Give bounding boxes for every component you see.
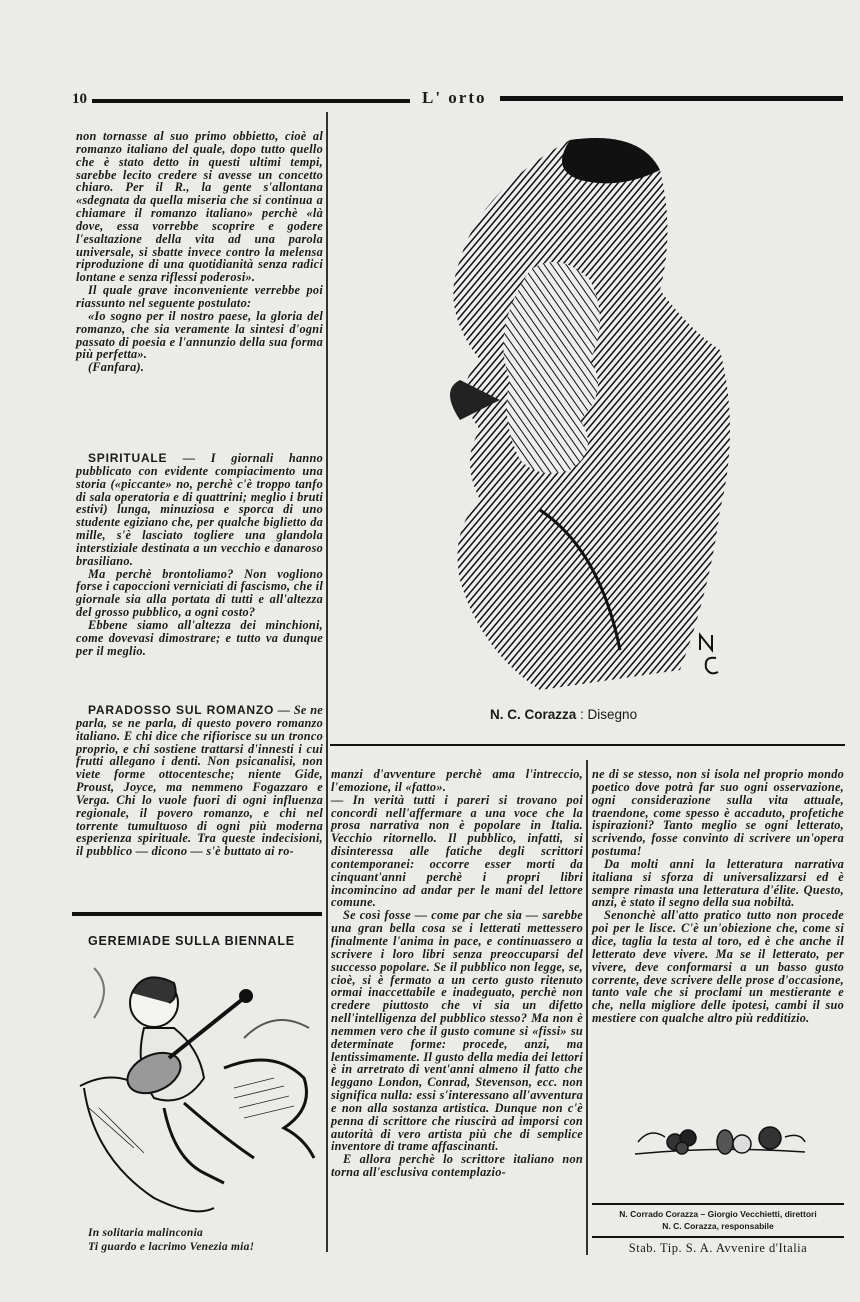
editors-line: N. Corrado Corazza – Giorgio Vecchietti, direttori	[619, 1209, 817, 1219]
section-heading: SPIRITUALE	[88, 451, 168, 465]
section-heading: GEREMIADE SULLA BIENNALE	[88, 934, 295, 948]
footer-rule	[592, 1236, 844, 1238]
printer-line: Stab. Tip. S. A. Avvenire d'Italia	[628, 1241, 808, 1255]
paragraph: non tornasse al suo primo obbietto, cioè al romanzo italiano del quale, dopo tutto quello che è stato detto in questi ultimi tempi, sarebbe lecito credere si avesse un concetto chiaro. Per il R., la gente s'allontana «sdegnata da quella miseria che si continua a chiamare il romanzo italiano» perchè «là dove, essa vorrebbe scoprire e godere l'esaltazione della vita ad una parola universale, si sbatte invece contro la melensa riproduzione di una quotidianità senza radici lontane e senza riflessi poderosi».	[76, 129, 323, 285]
footer-rule	[592, 1203, 844, 1205]
caption-separator: :	[576, 707, 588, 722]
left-column-intro	[76, 130, 323, 374]
caption-title: Disegno	[587, 707, 638, 722]
paragraph: — In verità tutti i pareri si trovano poi concordi nell'affermare a una voce che la prosa narrativa non è popolare in Italia. Vecchio ritornello. Il pubblico, infatti, si disinteressa alle fatiche degli scrittori contemporanei: occorre esser morti da cinquant'anni perchè i propri libri incomincino ad andar per le mani del lettore comune.	[331, 792, 583, 910]
responsible-line: N. C. Corazza, responsabile	[662, 1221, 774, 1231]
guitarist-cartoon	[74, 958, 322, 1220]
cartoon-caption	[88, 1226, 318, 1254]
masthead: L' orto	[422, 88, 487, 107]
paragraph: Ebbene siamo all'altezza dei minchioni, come dovevasi dimostrare; e tutto va dunque per il meglio.	[76, 617, 323, 658]
portrait-drawing	[420, 130, 750, 700]
paragraph: — I giornali hanno pubblicato con evidente compiacimento una storia («piccante» no, perchè c'è troppo tanfo di sala operatoria e di quattrini; meglio i bruti estivi) lunga, minuziosa e sporca di uno studente egiziano che, per qualche biglietto da mille, s'è lasciato togliere una glandola interstiziale destinata a un vecchio e danaroso brasiliano.	[76, 451, 323, 568]
article-spirituale	[76, 452, 323, 658]
caption-author: N. C. Corazza	[490, 707, 577, 722]
middle-column	[331, 768, 583, 1179]
paragraph: (Fanfara).	[88, 360, 145, 375]
paragraph: Da molti anni la letteratura narrativa italiana si sforza di universalizzarsi ed è sempre rimasta una letteratura d'élite. Questo, anzi, è stato il segno della sua nobiltà.	[592, 856, 844, 910]
caption-line: In solitaria malinconia	[88, 1227, 204, 1239]
paragraph: manzi d'avventure perchè ama l'intreccio, l'emozione, il «fatto».	[331, 767, 583, 794]
paragraph: Il quale grave inconveniente verrebbe poi riassunto nel seguente postulato:	[76, 283, 323, 310]
article-paradosso	[76, 704, 323, 858]
paragraph: Senonchè all'atto pratico tutto non procede poi per le lisce. C'è un'obiezione che, come si dice, taglia la testa al toro, ed è che anche il letterato deve vivere. Ma se il letterato, per vivere, deve conformarsi a un basso gusto corrente, deve scrivere delle prose d'occasione, tanto vale che si proclami un mestierante e che, nella migliore delle ipotesi, cambi il suo mestiere con qualche altro più redditizio.	[592, 908, 844, 1026]
section-heading: PARADOSSO SUL ROMANZO	[88, 703, 275, 717]
paragraph: E allora perchè lo scrittore italiano non torna all'esclusiva contemplazio-	[331, 1152, 583, 1180]
fruit-ornament	[630, 1112, 815, 1167]
paragraph: ne di se stesso, non si isola nel proprio mondo poetico dove potrà far suo ogni osservazione, ogni considerazione sulla vita attuale, traendone, come spesso è accaduto, profetiche ispirazioni? Tanto meglio se ogni letterato, scrivendo, fosse convinto di scrivere un'opera postuma!	[592, 767, 844, 859]
right-column	[592, 768, 844, 1025]
section-rule	[330, 744, 845, 746]
paragraph: — Se ne parla, se ne parla, di questo povero romanzo italiano. E chi dice che rifiorisce su un tronco proprio, e chi sostiene trattarsi d'innesti i cui frutti allegano i denti. Non psicanalisi, non viete forme ottocentesche; niente Gide, Proust, Joyce, ma nemmeno Fogazzaro e Verga. Chi lo vuole fuori di ogni influenza regionale, il povero romanzo, e chi nel torrente tumultuoso di ogni più moderna esperienza spirituale. Tra queste indecisioni, il pubblico — dicono — s'è buttato ai ro-	[76, 703, 323, 859]
paragraph: «Io sogno per il nostro paese, la gloria del romanzo, che sia veramente la sintesi d'ogni passato di poesia e l'annunzio della sua forma più perfetta».	[76, 308, 323, 362]
illustration-caption	[490, 707, 637, 722]
column-divider	[326, 112, 328, 1252]
paragraph: Ma perchè brontoliamo? Non vogliono forse i capoccioni verniciati di fascismo, che il giornale sia alla portata di tutti e all'altezza del grosso pubblico, a ogni costo?	[76, 566, 323, 620]
header-rule-left	[92, 99, 410, 103]
paragraph: Se così fosse — come par che sia — sarebbe una gran bella cosa se i letterati mettessero finalmente l'anima in pace, e continuassero a scrivere i loro libri senza preoccuparsi del successo popolare. Se il pubblico non legge, se, cioè, si è fermato a un certo gusto ritenuto ormai inaccettabile e inadeguato, perchè non credere piuttosto che vi sia un difetto nell'intelligenza del pubblico stesso? Ma non è nemmen vero che il gusto comune si «fissi» su determinate forme: procede, anzi, ma lentissimamente. Il gusto della media dei lettori è in arretrato di vent'anni almeno il fatto che leggano London, Conrad, Stevenson, ecc. non significa nulla: essi s'interessano all'avventura e non alla sostanza artistica. Dunque non c'è penna di scrittore che riuscirà ad imporsi con autorità di vero artista più che di semplice inventore di trame affascinanti.	[331, 908, 583, 1154]
footer-credits	[592, 1208, 844, 1232]
page-number: 10	[72, 91, 87, 107]
column-divider	[586, 760, 588, 1255]
section-rule	[72, 912, 322, 916]
artist-signature	[700, 635, 718, 673]
header-rule-right	[500, 96, 843, 101]
caption-line: Ti guardo e lacrimo Venezia mia!	[88, 1241, 255, 1253]
